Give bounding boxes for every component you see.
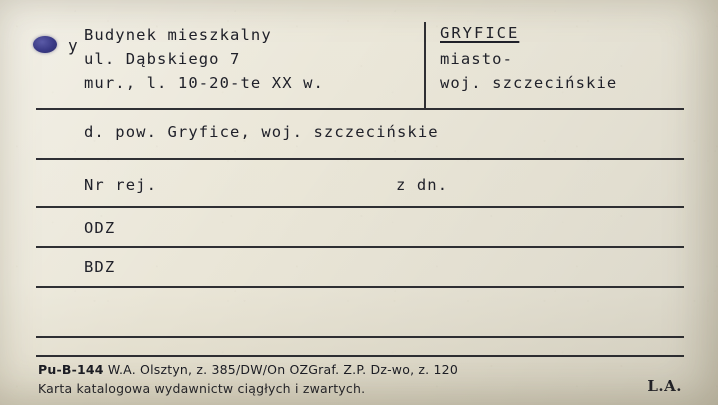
- rule-4: [36, 246, 684, 248]
- locality-type: miasto-: [440, 50, 514, 68]
- bdz-label: BDZ: [84, 258, 116, 276]
- footer-imprint: W.A. Olsztyn, z. 385/DW/On OZGraf. Z.P. Dz-wo, z. 120: [107, 362, 458, 377]
- footer-imprint-line: [38, 362, 458, 377]
- register-date-label: z dn.: [396, 176, 449, 194]
- voivodeship: woj. szczecińskie: [440, 74, 618, 92]
- entry-line-1: Budynek mieszkalny: [84, 26, 272, 44]
- odz-label: ODZ: [84, 219, 116, 237]
- footer-code: Pu-B-144: [38, 362, 104, 377]
- city-name: GRYFICE: [440, 24, 520, 42]
- library-stamp: L.A.: [647, 377, 682, 395]
- rule-2: [36, 158, 684, 160]
- rule-3: [36, 206, 684, 208]
- administrative-line: d. pow. Gryfice, woj. szczecińskie: [84, 123, 439, 141]
- entry-line-2: ul. Dąbskiego 7: [84, 50, 241, 68]
- rule-7: [36, 355, 684, 357]
- rule-1: [36, 108, 684, 110]
- register-number-label: Nr rej.: [84, 176, 158, 194]
- footer-subtitle: Karta katalogowa wydawnictw ciągłych i zwartych.: [38, 381, 366, 396]
- check-mark-icon: y: [68, 36, 78, 55]
- header-divider: [424, 22, 426, 108]
- rule-6: [36, 336, 684, 338]
- bullet-mark-icon: [33, 36, 57, 53]
- entry-line-3: mur., l. 10-20-te XX w.: [84, 74, 324, 92]
- rule-5: [36, 286, 684, 288]
